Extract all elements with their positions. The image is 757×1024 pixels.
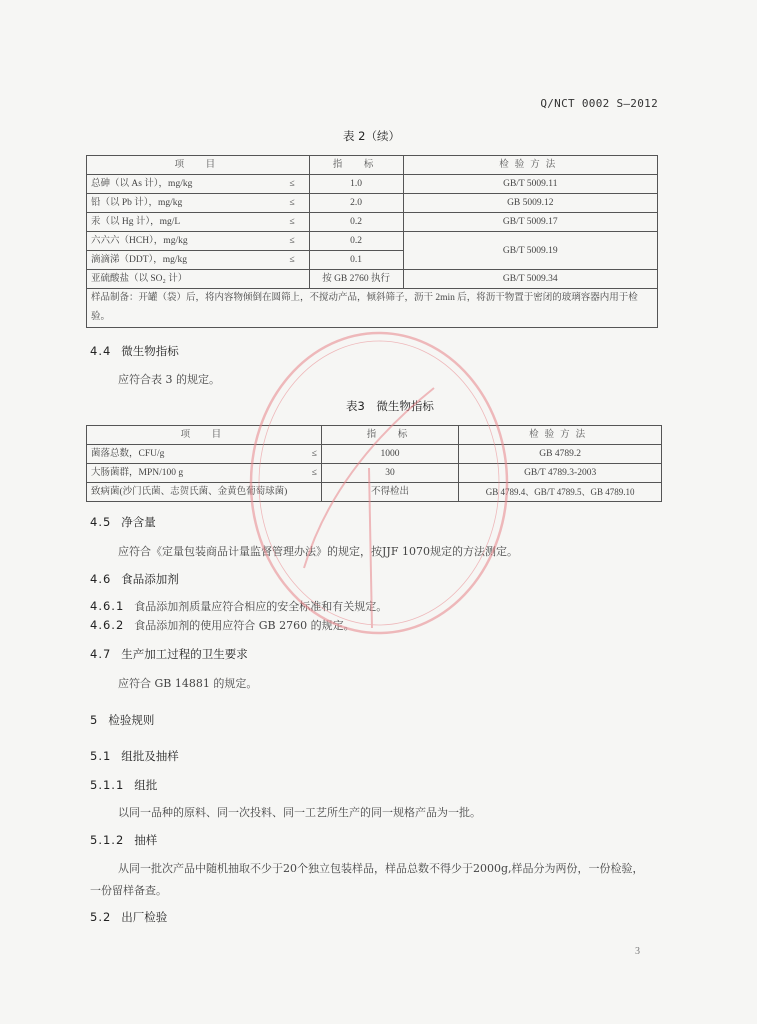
subsection-text: 食品添加剂质量应符合相应的安全标准和有关规定。	[134, 600, 388, 613]
section-heading	[90, 832, 157, 848]
section-number: 4.6.2	[90, 618, 125, 632]
table2-header-item: 项 目	[87, 156, 310, 175]
paragraph: 应符合 GB 14881 的规定。	[118, 677, 258, 690]
section-number: 5	[90, 713, 99, 727]
table3-header-value: 指 标	[321, 426, 458, 445]
section-heading	[90, 777, 157, 793]
section-title: 组批及抽样	[121, 749, 179, 763]
table3-header-item: 项 目	[87, 426, 322, 445]
row-value: 0.1	[309, 251, 403, 270]
section-number: 4.4	[90, 344, 112, 358]
row-method: GB/T 5009.17	[403, 213, 657, 232]
row-item: 总砷（以 As 计），mg/kg	[91, 179, 193, 189]
paragraph: 从同一批次产品中随机抽取不少于20个独立包装样品，样品总数不得少于2000g,样品分为两份，一份检验，一份留样备查。	[90, 862, 644, 897]
table2-header-row	[87, 156, 658, 175]
section-heading	[90, 748, 179, 764]
subsection	[90, 617, 355, 633]
row-value: 按 GB 2760 执行	[309, 270, 403, 289]
section-heading	[90, 646, 248, 662]
row-value: 0.2	[309, 213, 403, 232]
section-title: 微生物指标	[121, 344, 179, 358]
section-title: 净含量	[121, 515, 156, 529]
paragraph: 应符合表 3 的规定。	[118, 373, 220, 386]
section-title: 生产加工过程的卫生要求	[121, 647, 248, 661]
section-title: 检验规则	[108, 713, 155, 727]
row-item: 铅（以 Pb 计），mg/kg	[91, 198, 183, 208]
table-row	[87, 445, 662, 464]
table2-header-method: 检验方法	[403, 156, 657, 175]
le-symbol: ≤	[289, 236, 295, 246]
paragraph: 应符合《定量包装商品计量监督管理办法》的规定，按JJF 1070规定的方法测定。	[118, 545, 518, 558]
le-symbol: ≤	[289, 198, 295, 208]
section-heading	[90, 571, 179, 587]
section-title: 出厂检验	[121, 910, 168, 924]
section-number: 5.1.1	[90, 778, 125, 792]
row-item: 大肠菌群，MPN/100 g	[91, 468, 184, 478]
row-method: GB 4789.2	[459, 445, 662, 464]
section-heading	[90, 909, 167, 925]
row-value: 0.2	[309, 232, 403, 251]
row-item: 菌落总数，CFU/g	[91, 449, 165, 459]
table-cell	[87, 194, 310, 213]
table-row	[87, 175, 658, 194]
table-cell	[87, 232, 310, 251]
table-cell	[87, 464, 322, 483]
row-item: 六六六（HCH），mg/kg	[91, 236, 188, 246]
row-method: GB/T 4789.3-2003	[459, 464, 662, 483]
table-cell	[87, 445, 322, 464]
row-value: 不得检出	[321, 483, 458, 502]
table2-header-value: 指 标	[309, 156, 403, 175]
section-title: 食品添加剂	[121, 572, 179, 586]
le-symbol: ≤	[289, 255, 295, 265]
paragraph: 以同一品种的原料、同一次投料、同一工艺所生产的同一规格产品为一批。	[118, 806, 481, 819]
table2-note: 样品制备：开罐（袋）后，将内容物倾倒在圆筛上，不搅动产品，倾斜筛子，沥干 2min 后，将沥干物置于密闭的玻璃容器内用于检验。	[87, 289, 658, 328]
table-cell	[87, 175, 310, 194]
section-title: 抽样	[134, 833, 158, 847]
le-symbol: ≤	[311, 449, 317, 459]
table3-header-row	[87, 426, 662, 445]
table3-caption: 表3 微生物指标	[346, 399, 434, 413]
le-symbol: ≤	[289, 179, 295, 189]
table-cell	[87, 483, 322, 502]
row-value: 30	[321, 464, 458, 483]
section-number: 5.2	[90, 910, 112, 924]
row-item: 亚硫酸盐（以 SO₂ 计）	[91, 274, 188, 284]
row-method: GB 5009.12	[403, 194, 657, 213]
table3-header-method: 检验方法	[459, 426, 662, 445]
page-number: 3	[635, 946, 640, 957]
row-value: 2.0	[309, 194, 403, 213]
row-item: 滴滴涕（DDT），mg/kg	[91, 255, 188, 265]
row-method: GB/T 5009.19	[403, 232, 657, 270]
section-heading	[90, 712, 154, 728]
section-title: 组批	[134, 778, 158, 792]
table2	[86, 155, 658, 328]
le-symbol: ≤	[289, 217, 295, 227]
subsection-text: 食品添加剂的使用应符合 GB 2760 的规定。	[134, 619, 355, 632]
table-row	[87, 194, 658, 213]
row-item: 致病菌(沙门氏菌、志贺氏菌、金黄色葡萄球菌)	[91, 487, 288, 497]
section-number: 4.6.1	[90, 599, 125, 613]
section-number: 4.6	[90, 572, 112, 586]
table-row	[87, 213, 658, 232]
row-value: 1.0	[309, 175, 403, 194]
document-id: Q/NCT 0002 S—2012	[540, 97, 658, 110]
table-row	[87, 270, 658, 289]
row-method: GB/T 5009.11	[403, 175, 657, 194]
table-row	[87, 483, 662, 502]
table-row	[87, 464, 662, 483]
table2-caption: 表 2（续）	[343, 129, 400, 143]
subsection	[90, 598, 387, 614]
section-number: 5.1	[90, 749, 112, 763]
row-item: 汞（以 Hg 计），mg/L	[91, 217, 181, 227]
section-heading	[90, 514, 156, 530]
table3	[86, 425, 662, 502]
row-method: GB/T 5009.34	[403, 270, 657, 289]
row-method: GB 4789.4、GB/T 4789.5、GB 4789.10	[459, 483, 662, 502]
section-number: 4.5	[90, 515, 112, 529]
table-cell	[87, 251, 310, 270]
table-cell	[87, 270, 310, 289]
section-number: 5.1.2	[90, 833, 125, 847]
section-number: 4.7	[90, 647, 112, 661]
le-symbol: ≤	[311, 468, 317, 478]
table-row	[87, 289, 658, 328]
table-cell	[87, 213, 310, 232]
row-value: 1000	[321, 445, 458, 464]
section-heading	[90, 343, 179, 359]
table-row	[87, 232, 658, 251]
